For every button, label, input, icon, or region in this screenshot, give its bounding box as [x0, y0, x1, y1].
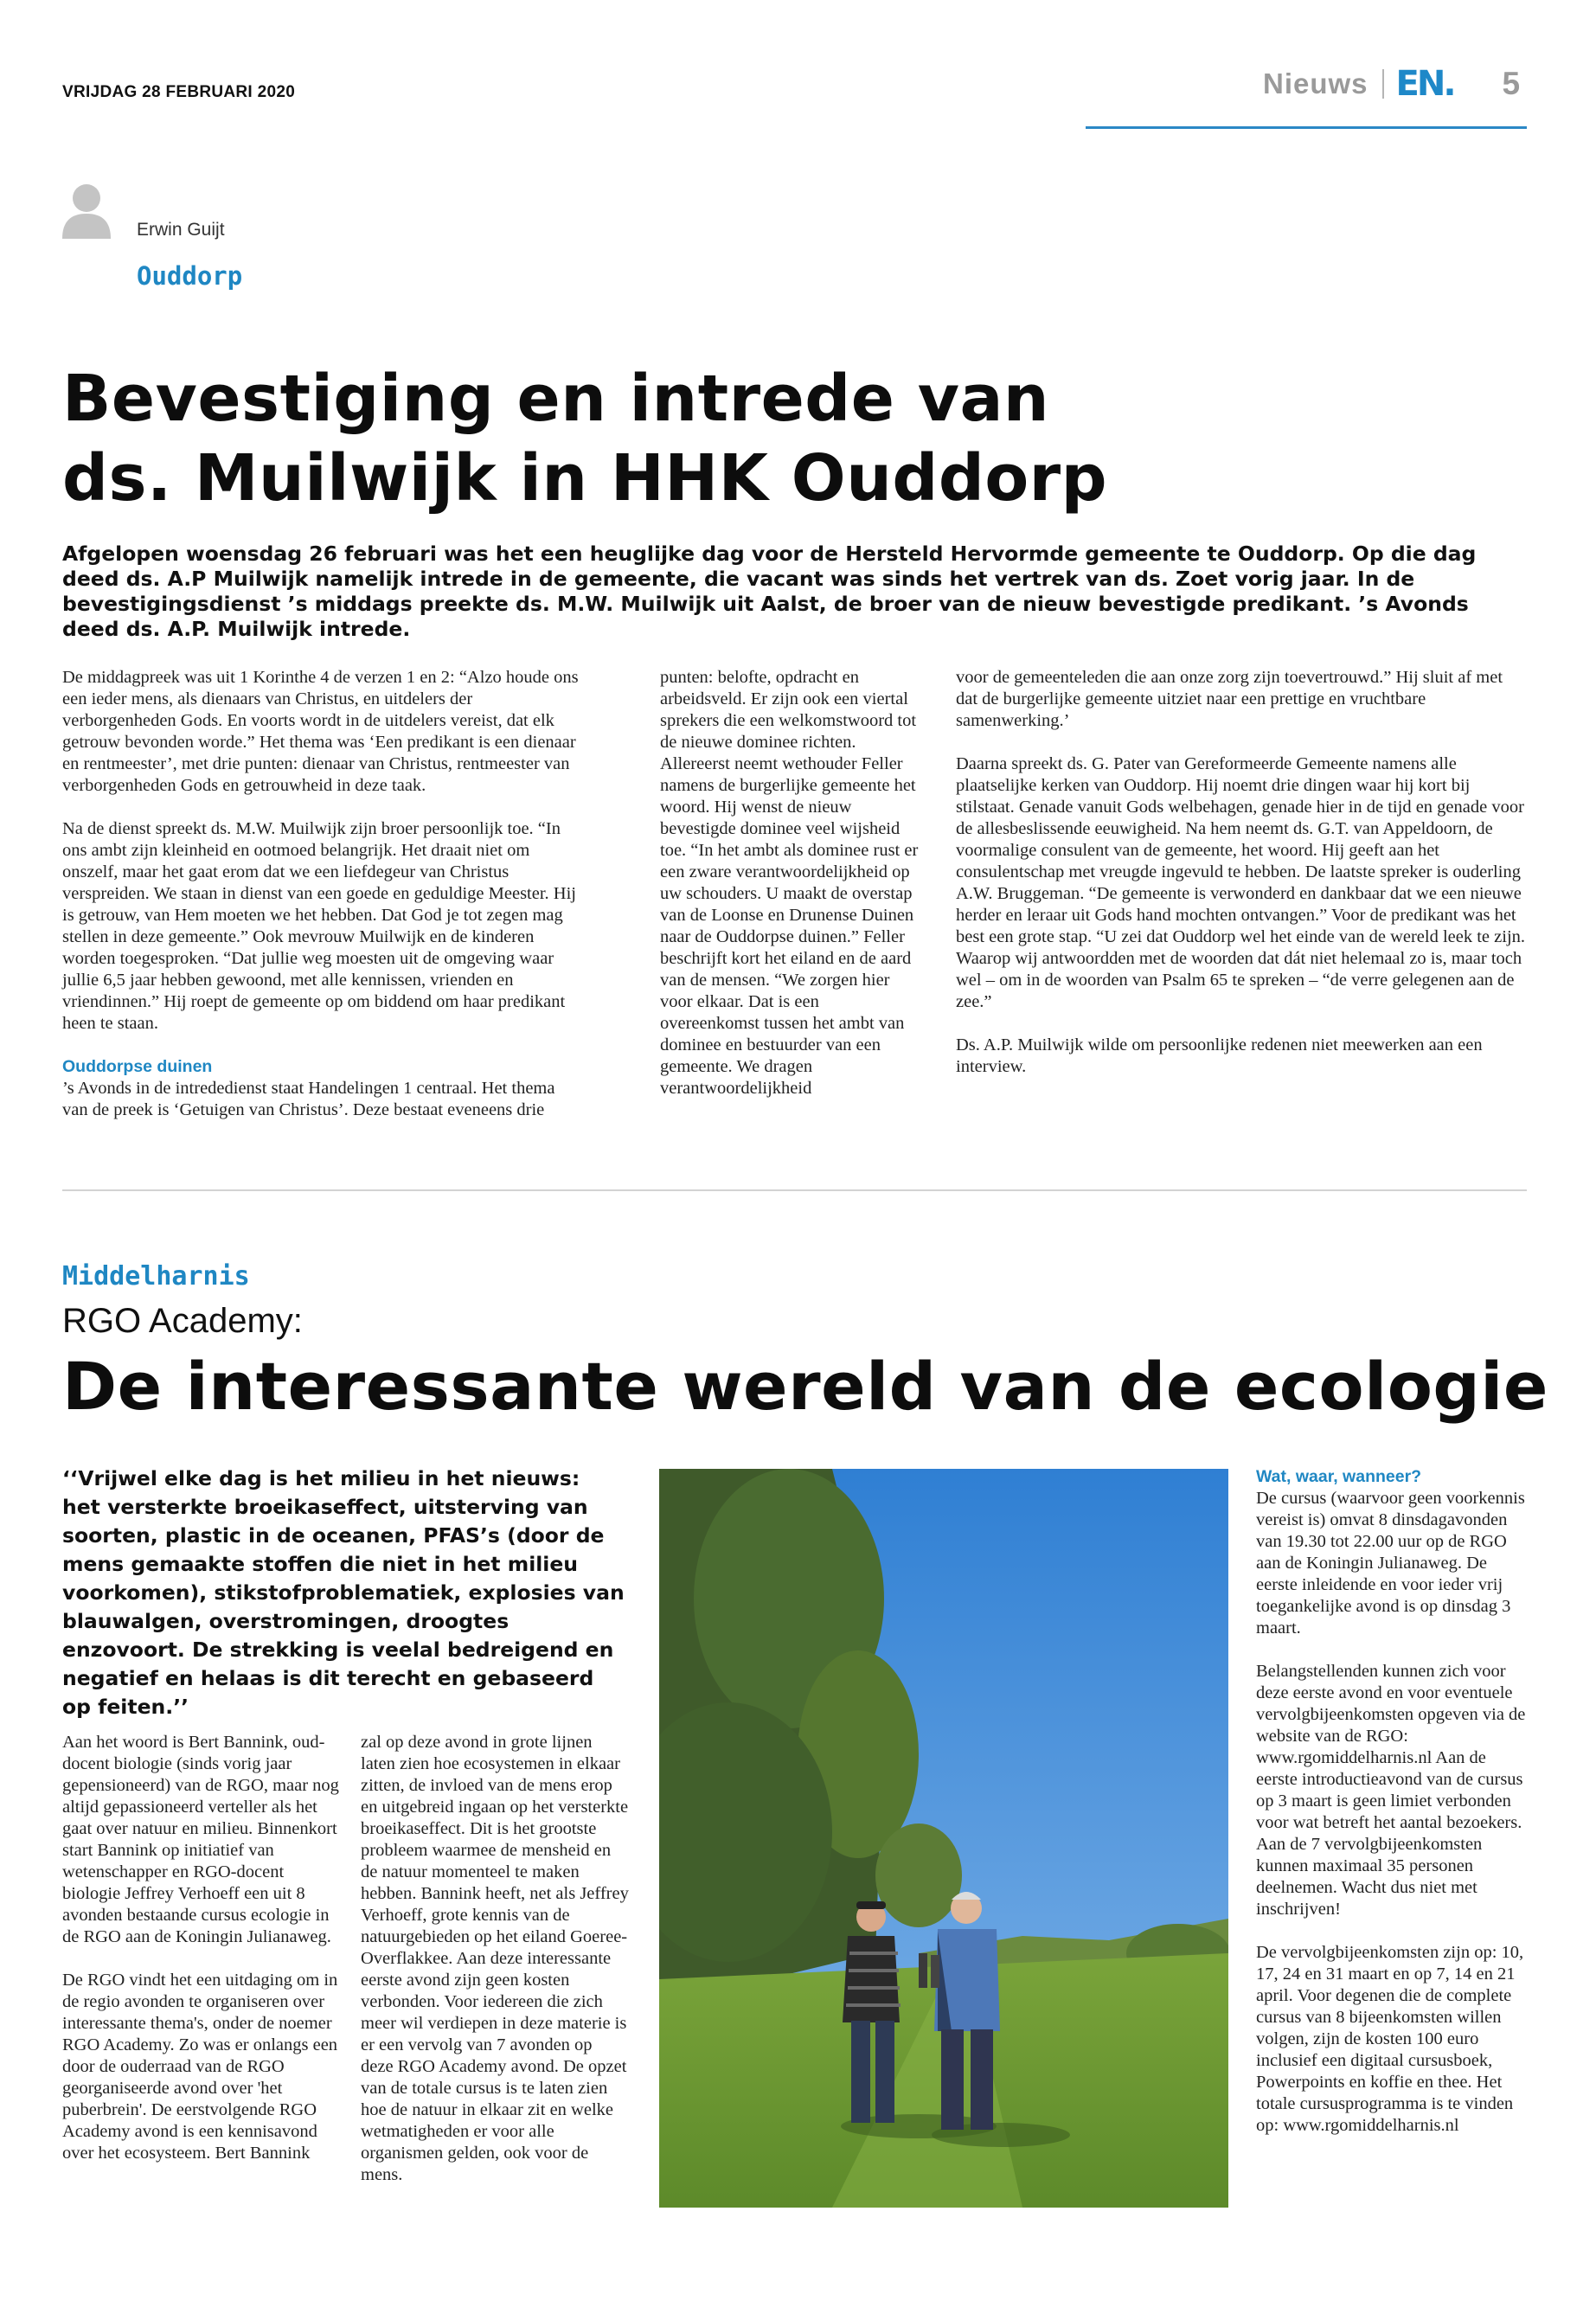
masthead-divider [1382, 69, 1384, 99]
info-sidebar [1256, 1466, 1531, 2137]
article-column-3 [956, 667, 1527, 1078]
paragraph: Daarna spreekt ds. G. Pater van Gereformeerde Gemeente namens alle plaatselijke kerken van Ouddorp. Hij noemt drie dingen waar hij kort bij stilstaat. Genade vanuit Gods welbehagen, genade hier in de tijd en genade voor de allesbeslissende eeuwigheid. Na hem neemt ds. G.T. van Appeldoorn, de voormalige consulent van de gemeente, het woord. Hij geeft aan het consulentschap met vreugde ingevuld te hebben. De laatste spreker is ouderling A.W. Bruggeman. “De gemeente is verwonderd en dankbaar dat we een nieuwe herder en leraar uit Gods hand mochten ontvangen.” Voor de predikant was het best een grote stap. “U zei dat Ouddorp wel het einde van de wereld leek te zijn. Waarop wij antwoordden met de woorden dat dát niet helemaal zo is, maar toch wel – om in de woorden van Psalm 65 te spreken – “de verre gelegenen aan de zee.” [956, 754, 1526, 1011]
subheading: Ouddorpse duinen [62, 1057, 213, 1076]
paragraph: Ds. A.P. Muilwijk wilde om persoonlijke redenen niet meewerken aan een interview. [956, 1035, 1483, 1076]
paragraph: zal op deze avond in grote lijnen laten zien hoe ecosystemen in elkaar zitten, de invloed van de mens erop en uitgebreid ingaan op het versterkte broeikaseffect. Dit is het grootste probleem waarmee de mensheid en de natuur momenteel te maken hebben. Bannink heeft, net als Jeffrey Verhoeff, grote kennis van de natuurgebieden op het eiland Goeree-Overflakkee. Aan deze interessante eerste avond zijn geen kosten verbonden. Voor iedereen die zich meer wil verdiepen in deze materie is er een vervolg van 7 avonden op deze RGO Academy avond. De opzet van de totale cursus is te laten zien hoe de natuur in elkaar zit en welke wetmatigheden er voor alle organismen gelden, ook voor de mens. [361, 1733, 629, 2184]
article-photo [659, 1469, 1228, 2208]
header-rule [1086, 126, 1527, 129]
headline-overline: RGO Academy: [62, 1302, 303, 1340]
article-divider [62, 1189, 1527, 1191]
page-number: 5 [1502, 66, 1521, 101]
person-avatar-icon [61, 182, 112, 239]
article-column-2 [361, 1732, 629, 2186]
headline-line: ds. Muilwijk in HHK Ouddorp [62, 441, 1108, 516]
paragraph: ’s Avonds in de intrededienst staat Handelingen 1 centraal. Het thema van de preek is ‘Getuigen van Christus’. Deze bestaat eveneens drie [62, 1079, 555, 1119]
article-column-2 [660, 667, 920, 1099]
paragraph: punten: belofte, opdracht en arbeidsveld. Er zijn ook een viertal sprekers die een welkomstwoord tot de nieuwe dominee richten. Allereerst neemt wethouder Feller namens de burgerlijke gemeente het woord. Hij wenst de nieuw bevestigde dominee veel wijsheid toe. “In het ambt als dominee rust er een zware verantwoordelijkheid op uw schouders. U maakt de overstap van de Loonse en Drunense Duinen naar de Ouddorpse duinen.” Feller beschrijft kort het eiland en de aard van de mensen. “We zorgen hier voor elkaar. Dat is een overeenkomst tussen het ambt van dominee en bestuurder van een gemeente. We dragen verantwoordelijkheid [660, 668, 919, 1098]
paragraph: Aan het woord is Bert Bannink, oud-docent biologie (sinds vorig jaar gepensioneerd) van de RGO, maar nog altijd gepassioneerd verteller als het gaat over natuur en milieu. Binnenkort start Bannink op initiatief van wetenschapper en RGO-docent biologie Jeffrey Verhoeff een uit 8 avonden bestaande cursus ecologie in de RGO aan de Koningin Julianaweg. [62, 1733, 339, 1946]
publication-date: VRIJDAG 28 FEBRUARI 2020 [62, 83, 296, 101]
article-headline: De interessante wereld van de ecologie [62, 1348, 1548, 1425]
masthead [1263, 64, 1520, 104]
paragraph: Belangstellenden kunnen zich voor deze eerste avond en voor eventuele vervolgbijeenkomsten opgeven via de website van de RGO: www.rgomiddelharnis.nl Aan de eerste introductieavond van de cursus op 3 maart is geen limiet verbonden voor wat betreft het aantal bezoekers. Aan de 7 vervolgbijeenkomsten kunnen maximaal 35 personen deelnemen. Wacht dus niet met inschrijven! [1256, 1662, 1526, 1919]
paragraph: voor de gemeenteleden die aan onze zorg zijn toevertrouwd.” Hij sluit af met dat de burgerlijke gemeente uitziet naar een prettige en vruchtbare samenwerking.’ [956, 668, 1503, 730]
section-name: Nieuws [1263, 67, 1368, 99]
article-headline [62, 359, 1317, 518]
paragraph: De cursus (waarvoor geen voorkennis vereist is) omvat 8 dinsdagavonden van 19.30 tot 22.00 uur op de RGO aan de Koningin Julianaweg. De eerste inleidende en voor ieder vrij toegankelijke avond is op dinsdag 3 maart. [1256, 1489, 1525, 1638]
paragraph: De vervolgbijeenkomsten zijn op: 10, 17, 24 en 31 maart en op 7, 14 en 21 april. Voor degenen die de complete cursus van 8 bijeenkomsten willen volgen, zijn de kosten 100 euro inclusief een digitaal cursusboek, Powerpoints en koffie en thee. Het totale cursusprogramma is te vinden op: www.rgomiddelharnis.nl [1256, 1943, 1524, 2135]
article-lead: Afgelopen woensdag 26 februari was het een heuglijke dag voor de Hersteld Hervormde gemeente te Ouddorp. Op die dag deed ds. A.P Muilwijk namelijk intrede in de gemeente, die vacant was sinds het vertrek van ds. Zoet vorig jaar. In de bevestigingsdienst ’s middags preekte ds. M.W. Muilwijk uit Aalst, de broer van de nieuw bevestigde predikant. ’s Avonds deed ds. A.P. Muilwijk intrede. [62, 542, 1477, 641]
headline-line: Bevestiging en intrede van [62, 362, 1050, 436]
sidebar-title: Wat, waar, wanneer? [1256, 1467, 1422, 1486]
location-kicker: Ouddorp [137, 261, 243, 291]
article-column-1 [62, 1732, 339, 2164]
paragraph: De middagpreek was uit 1 Korinthe 4 de verzen 1 en 2: “Alzo houde ons een ieder mens, als dienaars van Christus, en uitdelers der verborgenheden Gods. En voorts wordt in de uitdelers vereist, dat elk getrouw bevonden worde.” Het thema was ‘Een predikant is een dienaar en rentmeester’, met drie punten: dienaar van Christus, rentmeester van verborgenheden Gods en getrouwheid in deze taak. [62, 668, 579, 795]
author-name: Erwin Guijt [137, 220, 225, 240]
location-kicker: Middelharnis [62, 1261, 250, 1292]
paragraph: De RGO vindt het een uitdaging om in de regio avonden te organiseren over interessante thema's, onder de noemer RGO Academy. Zo was er onlangs een door de ouderraad van de RGO georganiseerde avond over 'het puberbrein'. De eerstvolgende RGO Academy avond is een kennisavond over het ecosysteem. Bert Bannink [62, 1971, 338, 2163]
article-column-1 [62, 667, 581, 1121]
paragraph: Na de dienst spreekt ds. M.W. Muilwijk zijn broer persoonlijk toe. “In ons ambt zijn kleinheid en ootmoed belangrijk. Het draait niet om onszelf, maar het gaat erom dat we een liefdegeur van Christus verspreiden. We staan in dienst van een goede en geduldige Meester. Hij is getrouw, van Hem moeten we het hebben. Dat God je tot zegen mag stellen in deze gemeente.” Ook mevrouw Muilwijk en de kinderen worden toegesproken. “Dat jullie weg moesten uit de omgeving waar jullie 6,5 jaar hebben gewoond, met alle kennissen, vrienden en vriendinnen.” Hij roept de gemeente op om biddend om haar predikant heen te staan. [62, 819, 576, 1033]
pull-quote: ‘‘Vrijwel elke dag is het milieu in het nieuws: het versterkte broeikaseffect, uitsterving van soorten, plastic in de oceanen, PFAS’s (door de mens gemaakte stoffen die niet in het milieu voorkomen), stikstofproblematiek, explosies van blauwalgen, overstromingen, droogtes enzovoort. De strekking is veelal bedreigend en negatief en helaas is dit terecht en gebaseerd op feiten.’’ [62, 1466, 625, 1719]
newspaper-logo: EN. [1395, 64, 1454, 104]
